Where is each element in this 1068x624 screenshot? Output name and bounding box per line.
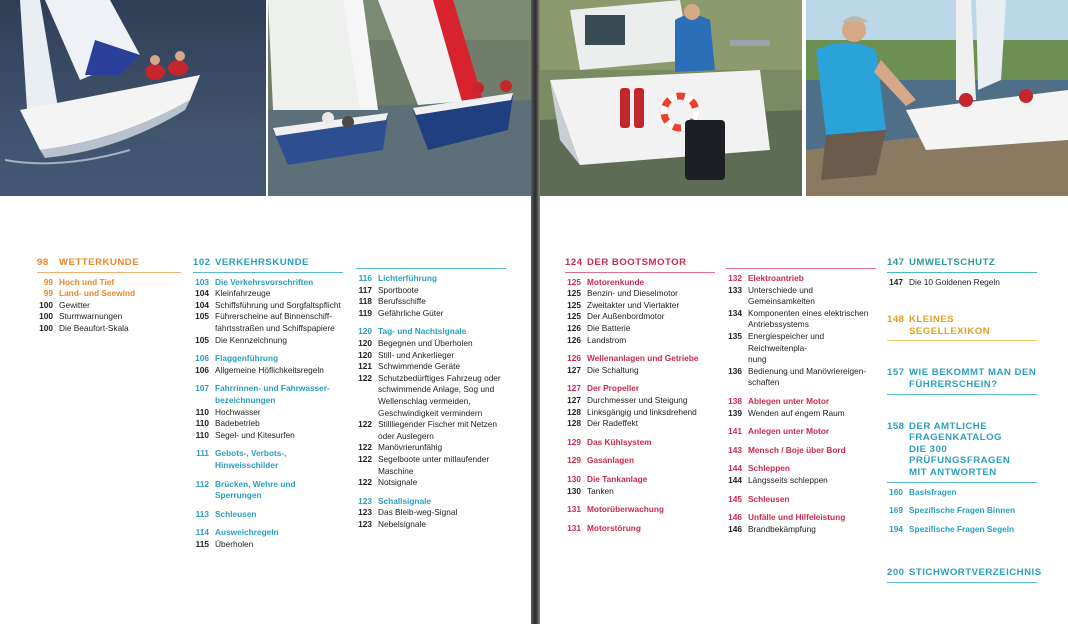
entry-title: Der Radeffekt <box>587 418 639 429</box>
page-number: 146 <box>728 523 742 534</box>
page-number: 99 <box>43 288 53 299</box>
entry-title: Schleppen <box>748 463 790 474</box>
toc-entry <box>726 273 876 285</box>
entry-title: Überholen <box>215 538 254 549</box>
toc-entry <box>565 407 715 419</box>
page-number: 145 <box>728 493 742 504</box>
toc-entry <box>726 366 876 389</box>
page-number: 135 <box>728 330 742 341</box>
entry-title: Die Schaltung <box>587 364 639 375</box>
entry-title: Schutzbedürftiges Fahrzeug oder schwimmende Anlage, Sog und Wellenschlag vermeiden, Geschwindigkeit vermindern <box>378 372 501 418</box>
page-number: 128 <box>567 418 581 429</box>
page-number: 120 <box>358 349 372 360</box>
entry-title: Die Verkehrsvorschriften <box>215 276 314 287</box>
page-number: 143 <box>728 444 742 455</box>
toc-entry <box>565 383 715 395</box>
toc-entry <box>356 285 506 297</box>
entry-title: Benzin- und Dieselmotor <box>587 288 678 299</box>
page-number: 123 <box>358 495 372 506</box>
page-number: 130 <box>567 485 581 496</box>
entry-title: Gebots-, Verbots-, Hinweisschilder <box>215 448 287 470</box>
toc-entry <box>193 353 343 365</box>
toc-entry <box>356 326 506 338</box>
entry-title: Der Propeller <box>587 383 640 394</box>
entry-title: Brücken, Wehre und Sperrungen <box>215 478 296 501</box>
page-number: 122 <box>358 453 372 464</box>
entry-title: Unfälle und Hilfeleistung <box>748 512 846 523</box>
page-number: 127 <box>567 364 581 375</box>
page-number: 100 <box>39 322 53 333</box>
toc-column-5 <box>726 268 876 535</box>
entry-title: Die Beaufort-Skala <box>59 322 129 333</box>
page-number: 125 <box>567 288 581 299</box>
entry-title: Badebetrieb <box>215 418 260 429</box>
page-number: 105 <box>195 311 209 322</box>
page-number: 111 <box>196 448 209 459</box>
toc-entry <box>565 474 715 486</box>
section-heading-umweltschutz: 147 UMWELTSCHUTZ <box>887 257 1037 273</box>
page-number: 126 <box>567 353 581 364</box>
page-number: 129 <box>567 436 581 447</box>
page-number: 134 <box>728 307 742 318</box>
page-number: 122 <box>358 372 372 383</box>
entry-title: Wellenanlagen und Getriebe <box>587 353 699 364</box>
toc-entry <box>37 288 181 300</box>
column-rule <box>726 268 876 269</box>
toc-column-3 <box>356 268 506 530</box>
two-sailboats-photo <box>268 0 531 196</box>
entry-title: Manövrierunfähig <box>378 442 443 453</box>
section-heading-stichwortverzeichnis: 200 STICHWORTVERZEICHNIS <box>887 567 1037 583</box>
page-number: 122 <box>358 442 372 453</box>
toc-entry <box>356 373 506 419</box>
entry-title: Hochwasser <box>215 406 261 417</box>
toc-entry <box>887 487 1037 499</box>
toc-entry <box>193 509 343 521</box>
entry-title: Die Tankanlage <box>587 473 648 484</box>
toc-entry <box>193 300 343 312</box>
page-number: 107 <box>195 383 209 394</box>
toc-entry <box>193 527 343 539</box>
entry-title: Energiespeicher und Reichweitenpla- nung <box>748 330 825 365</box>
page-number: 169 <box>889 505 903 516</box>
entry-title: Die Batterie <box>587 322 631 333</box>
page-number: 128 <box>567 406 581 417</box>
page-number: 100 <box>39 311 53 322</box>
page-number: 122 <box>358 419 372 430</box>
entry-title: Das Kühlsystem <box>587 436 652 447</box>
page-number: 147 <box>889 276 903 287</box>
entry-title: Kleinfahrzeuge <box>215 288 271 299</box>
entry-title: Land- und Seewind <box>59 288 136 299</box>
page-number: 127 <box>567 394 581 405</box>
entry-title: Die Kennzeichnung <box>215 334 287 345</box>
page-number: 123 <box>358 507 372 518</box>
toc-entry <box>37 311 181 323</box>
section-heading-verkehrskunde: 102 VERKEHRSKUNDE <box>193 257 343 273</box>
page-number: 160 <box>889 486 903 497</box>
toc-entry <box>726 285 876 308</box>
entry-title: Sportboote <box>378 284 419 295</box>
toc-entry <box>726 396 876 408</box>
page-number: 121 <box>358 361 372 372</box>
page-number: 144 <box>728 463 742 474</box>
toc-entry <box>356 454 506 477</box>
entry-title: Stillliegender Fischer mit Netzen oder Auslegern <box>378 419 497 441</box>
page-number: 136 <box>728 365 742 376</box>
page-number: 131 <box>567 522 581 533</box>
entry-title: Gewitter <box>59 299 90 310</box>
toc-entry <box>565 437 715 449</box>
page-number: 99 <box>43 276 53 287</box>
page-number: 138 <box>728 395 742 406</box>
page-number: 105 <box>195 334 209 345</box>
toc-entry <box>37 323 181 335</box>
toc-entry <box>356 338 506 350</box>
page-number: 119 <box>358 307 372 318</box>
page-number: 106 <box>195 353 209 364</box>
entry-title: Ausweichregeln <box>215 527 279 538</box>
toc-column-6 <box>887 257 1042 587</box>
toc-entry <box>565 418 715 430</box>
page-number: 146 <box>728 512 742 523</box>
page-number: 110 <box>195 418 209 429</box>
toc-column-2 <box>193 257 343 550</box>
entry-title: Durchmesser und Steigung <box>587 394 688 405</box>
entry-title: Längsseits schleppen <box>748 474 828 485</box>
entry-title: Bedienung und Manövriereigen- schaften <box>748 365 867 388</box>
column-rule <box>356 268 506 269</box>
entry-title: Landstrom <box>587 334 627 345</box>
toc-entry <box>565 288 715 300</box>
toc-entry <box>193 539 343 551</box>
page-number: 129 <box>567 455 581 466</box>
page-number: 126 <box>567 334 581 345</box>
section-heading-wetterkunde: 98 WETTERKUNDE <box>37 257 181 273</box>
entry-title: Sturmwarnungen <box>59 311 123 322</box>
entry-title: Motorstörung <box>587 522 641 533</box>
entry-title: Allgemeine Höflichkeitsregeln <box>215 364 324 375</box>
toc-entry <box>356 507 506 519</box>
page-number: 133 <box>728 284 742 295</box>
entry-title: Spezifische Fragen Segeln <box>909 523 1015 534</box>
page-number: 104 <box>195 299 209 310</box>
toc-column-4 <box>565 257 715 534</box>
entry-title: Schleusen <box>215 508 257 519</box>
page-number: 194 <box>889 523 903 534</box>
page-number: 114 <box>195 527 209 538</box>
page-number: 117 <box>358 284 372 295</box>
page-number: 125 <box>567 276 581 287</box>
page-number: 116 <box>358 273 372 283</box>
toc-entry <box>356 477 506 489</box>
toc-entry <box>565 311 715 323</box>
toc-entry <box>356 496 506 508</box>
toc-entry <box>565 353 715 365</box>
right-page <box>540 0 1068 624</box>
entry-title: Motorüberwachung <box>587 504 664 515</box>
page-number: 125 <box>567 311 581 322</box>
page-number: 110 <box>195 406 209 417</box>
page-number: 103 <box>195 276 209 287</box>
toc-entry <box>565 277 715 289</box>
section-heading-segellexikon: 148 KLEINES SEGELLEXIKON <box>887 314 1037 341</box>
toc-entry <box>193 430 343 442</box>
entry-title: Das Bleib-weg-Signal <box>378 507 458 518</box>
section-heading-fuehrerschein: 157 WIE BEKOMMT MAN DEN FÜHRERSCHEIN? <box>887 367 1037 394</box>
toc-entry <box>565 300 715 312</box>
entry-title: Schwimmende Geräte <box>378 361 461 372</box>
entry-title: Still- und Ankerlieger <box>378 349 455 360</box>
entry-title: Linksgängig und linksdrehend <box>587 406 697 417</box>
entry-title: Komponenten eines elektrischen Antriebssystems <box>748 307 869 330</box>
page-number: 126 <box>567 322 581 333</box>
page-number: 123 <box>358 518 372 529</box>
toc-entry <box>887 505 1037 517</box>
entry-title: Anlegen unter Motor <box>748 426 830 437</box>
entry-title: Schallsignale <box>378 495 432 506</box>
entry-title: Basisfragen <box>909 486 957 497</box>
toc-entry <box>193 288 343 300</box>
entry-title: Segelboote unter mitlaufender Maschine <box>378 453 490 476</box>
entry-title: Flaggenführung <box>215 353 279 364</box>
page-number: 120 <box>358 326 372 337</box>
toc-entry <box>193 277 343 289</box>
toc-entry <box>37 277 181 289</box>
instructor-dock-photo <box>806 0 1068 196</box>
toc-entry <box>565 523 715 535</box>
entry-title: Gefährliche Güter <box>378 307 444 318</box>
entry-title: Spezifische Fragen Binnen <box>909 505 1016 516</box>
entry-title: Tanken <box>587 485 614 496</box>
toc-entry <box>193 335 343 347</box>
entry-title: Unterschiede und Gemeinsamkeiten <box>748 284 815 307</box>
entry-title: Schiffsführung und Sorgfaltspflicht <box>215 299 341 310</box>
toc-entry <box>726 308 876 331</box>
entry-title: Fahrrinnen- und Fahrwasser- bezeichnungen <box>215 383 330 405</box>
toc-entry <box>356 273 506 285</box>
entry-title: Gasanlagen <box>587 455 635 466</box>
page-number: 132 <box>728 273 742 283</box>
entry-title: Notsignale <box>378 477 418 488</box>
toc-entry <box>726 494 876 506</box>
page-number: 113 <box>195 508 209 519</box>
entry-title: Hoch und Tief <box>59 276 115 287</box>
entry-title: Schleusen <box>748 493 790 504</box>
entry-title: Die 10 Goldenen Regeln <box>909 276 1000 287</box>
toc-entry <box>193 448 343 471</box>
page-number: 104 <box>195 288 209 299</box>
toc-entry <box>565 365 715 377</box>
toc-entry <box>726 475 876 487</box>
toc-entry <box>193 407 343 419</box>
section-heading-fragenkatalog: 158 DER AMTLICHE FRAGENKATALOG DIE 300 PRÜFUNGSFRAGEN MIT ANTWORTEN <box>887 421 1037 483</box>
toc-entry <box>193 383 343 406</box>
entry-title: Führerscheine auf Binnenschiff- fahrtsstraßen und Schiffspapiere <box>215 311 335 333</box>
toc-entry <box>193 365 343 377</box>
page-number: 120 <box>358 337 372 348</box>
entry-title: Nebelsignale <box>378 518 426 529</box>
toc-entry <box>726 512 876 524</box>
entry-title: Motorenkunde <box>587 276 645 287</box>
page-number: 130 <box>567 473 581 484</box>
page-number: 141 <box>728 426 742 437</box>
toc-entry <box>565 335 715 347</box>
toc-entry <box>193 418 343 430</box>
toc-entry <box>565 395 715 407</box>
toc-entry <box>726 445 876 457</box>
page-number: 112 <box>195 478 209 489</box>
toc-entry <box>356 361 506 373</box>
entry-title: Berufsschiffe <box>378 296 426 307</box>
toc-entry <box>565 455 715 467</box>
toc-entry <box>726 331 876 366</box>
entry-title: Zweitakter und Viertakter <box>587 299 680 310</box>
entry-title: Brandbekämpfung <box>748 523 816 534</box>
entry-title: Tag- und Nachtsignale <box>378 326 467 337</box>
page-number: 118 <box>358 296 372 307</box>
left-page <box>0 0 531 624</box>
entry-title: Elektroantrieb <box>748 273 804 283</box>
page-number: 110 <box>195 429 209 440</box>
toc-entry <box>565 323 715 335</box>
page-number: 122 <box>358 477 372 488</box>
page-number: 144 <box>728 474 742 485</box>
page-number: 127 <box>567 383 581 394</box>
toc-entry <box>726 408 876 420</box>
page-number: 131 <box>567 504 581 515</box>
entry-title: Wenden auf engem Raum <box>748 407 845 418</box>
section-heading-bootsmotor: 124 DER BOOTSMOTOR <box>565 257 715 273</box>
book-spine <box>531 0 540 624</box>
toc-entry <box>726 463 876 475</box>
toc-entry <box>565 504 715 516</box>
toc-entry <box>887 277 1037 289</box>
toc-entry <box>356 350 506 362</box>
toc-entry <box>356 442 506 454</box>
toc-entry <box>726 524 876 536</box>
toc-column-1 <box>37 257 181 335</box>
page-number: 106 <box>195 364 209 375</box>
page-number: 125 <box>567 299 581 310</box>
page-number: 100 <box>39 299 53 310</box>
toc-entry <box>193 311 343 334</box>
entry-title: Mensch / Boje über Bord <box>748 444 846 455</box>
entry-title: Ablegen unter Motor <box>748 395 830 406</box>
toc-entry <box>356 519 506 531</box>
toc-entry <box>193 479 343 502</box>
page-number: 115 <box>195 538 209 549</box>
toc-entry <box>565 486 715 498</box>
toc-entry <box>887 524 1037 536</box>
toc-entry <box>726 426 876 438</box>
toc-entry <box>356 419 506 442</box>
toc-entry <box>356 296 506 308</box>
entry-title: Segel- und Kitesurfen <box>215 429 295 440</box>
entry-title: Der Außenbordmotor <box>587 311 665 322</box>
entry-title: Lichterführung <box>378 273 437 283</box>
toc-entry <box>356 308 506 320</box>
sailboat-photo <box>0 0 266 196</box>
page-number: 139 <box>728 407 742 418</box>
motorboat-photo <box>540 0 802 196</box>
entry-title: Begegnen und Überholen <box>378 337 473 348</box>
toc-entry <box>37 300 181 312</box>
